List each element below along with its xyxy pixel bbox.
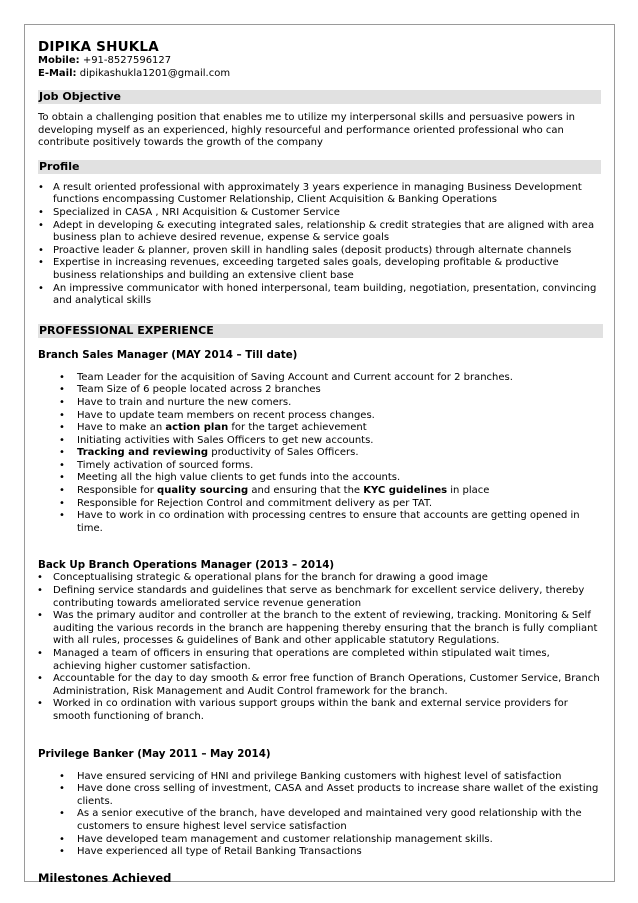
list-item: • As a senior executive of the branch, have developed and maintained very good relationship with the customers to ensure highest level service satisfaction bbox=[38, 808, 601, 833]
list-item: • Adept in developing & executing integrated sales, relationship & credit strategies that are aligned with area business plan to achieve desired revenue, expense & service goals bbox=[38, 220, 601, 245]
list-item: • Was the primary auditor and controller at the branch to the extent of reviewing, tracking. Monitoring & Self auditing the various records in the branch are happening thereby ensuring that the branch is fully compliant with all rules, processes & guidelines of Bank and other applicable statutory Regulations. bbox=[38, 610, 601, 648]
list-item: • Meeting all the high value clients to get funds into the accounts. bbox=[38, 472, 601, 485]
list-item: • Team Leader for the acquisition of Saving Account and Current account for 2 branches. bbox=[38, 372, 601, 385]
list-item: • Initiating activities with Sales Officers to get new accounts. bbox=[38, 435, 601, 448]
list-item: • Team Size of 6 people located across 2 branches bbox=[38, 384, 601, 397]
list-item: • Defining service standards and guidelines that serve as benchmark for excellent service delivery, thereby contributing towards ameliorated service revenue generation bbox=[38, 585, 601, 610]
list-item: • Have done cross selling of investment, CASA and Asset products to increase share wallet of the existing clients. bbox=[38, 783, 601, 808]
objective-text: To obtain a challenging position that enables me to utilize my interpersonal skills and persuasive powers in developing myself as an experienced, highly resourceful and performance oriented professional who can contribute positively towards the growth of the company bbox=[38, 112, 576, 149]
text-run-bold: Tracking and reviewing bbox=[77, 447, 209, 459]
list-item: • Have experienced all type of Retail Banking Transactions bbox=[38, 846, 601, 859]
job2-list bbox=[38, 572, 601, 723]
section-heading-milestones-achieved: Milestones Achieved bbox=[38, 870, 172, 885]
list-item: • Have to work in co ordination with processing centres to ensure that accounts are getting opened in time. bbox=[38, 510, 601, 535]
text-run-bold: KYC guidelines bbox=[363, 485, 448, 497]
list-item: • Expertise in increasing revenues, exceeding targeted sales goals, developing profitable & productive business relationships and building an extensive client base bbox=[38, 257, 601, 282]
list-item: • Have to train and nurture the new comers. bbox=[38, 397, 601, 410]
profile-list bbox=[38, 182, 601, 308]
list-item bbox=[38, 447, 601, 460]
text-run-bold: quality sourcing bbox=[157, 485, 249, 497]
list-item: • Timely activation of sourced forms. bbox=[38, 460, 601, 473]
list-item: • Conceptualising strategic & operational plans for the branch for drawing a good image bbox=[38, 572, 601, 585]
resume-document bbox=[38, 40, 601, 885]
text-run: and ensuring that the bbox=[248, 485, 364, 497]
list-item bbox=[38, 485, 601, 498]
job-title-branch-sales-manager: Branch Sales Manager (MAY 2014 – Till date) bbox=[38, 348, 298, 361]
list-item: • Have ensured servicing of HNI and privilege Banking customers with highest level of satisfaction bbox=[38, 771, 601, 784]
email-line bbox=[38, 68, 601, 81]
email-value: dipikashukla1201@gmail.com bbox=[79, 67, 231, 79]
section-heading-profile: Profile bbox=[38, 160, 601, 174]
list-item bbox=[38, 422, 601, 435]
job-title-backup-branch-operations-manager: Back Up Branch Operations Manager (2013 – 2014) bbox=[38, 559, 335, 572]
mobile-line bbox=[38, 55, 601, 68]
list-item: • An impressive communicator with honed interpersonal, team building, negotiation, presentation, convincing and analytical skills bbox=[38, 283, 601, 308]
list-item: • Have developed team management and customer relationship management skills. bbox=[38, 834, 601, 847]
text-run: in place bbox=[447, 485, 490, 497]
list-item: • Responsible for Rejection Control and commitment delivery as per TAT. bbox=[38, 498, 601, 511]
text-run: Have to make an bbox=[77, 422, 166, 434]
list-item: • Managed a team of officers in ensuring that operations are completed within stipulated wait times, achieving higher customer satisfaction. bbox=[38, 648, 601, 673]
section-heading-job-objective: Job Objective bbox=[38, 90, 601, 104]
job-title-privilege-banker: Privilege Banker (May 2011 – May 2014) bbox=[38, 747, 271, 760]
list-item: • Accountable for the day to day smooth & error free function of Branch Operations, Customer Service, Branch Administration, Risk Management and Audit Control framework for the branch. bbox=[38, 673, 601, 698]
text-run-bold: action plan bbox=[165, 422, 229, 434]
list-item: • Proactive leader & planner, proven skill in handling sales (deposit products) through alternate channels bbox=[38, 245, 601, 258]
list-item: • A result oriented professional with approximately 3 years experience in managing Business Development functions encompassing Customer Relationship, Client Acquisition & Banking Operations bbox=[38, 182, 601, 207]
text-run: for the target achievement bbox=[228, 422, 367, 434]
text-run: Responsible for bbox=[77, 485, 158, 497]
list-item: • Worked in co ordination with various support groups within the bank and external service providers for smooth functioning of branch. bbox=[38, 698, 601, 723]
mobile-label: Mobile: bbox=[38, 55, 80, 66]
email-label: E-Mail: bbox=[38, 67, 77, 79]
job3-list bbox=[38, 771, 601, 859]
text-run: productivity of Sales Officers. bbox=[208, 447, 359, 459]
list-item: • Have to update team members on recent process changes. bbox=[38, 410, 601, 423]
list-item: • Specialized in CASA , NRI Acquisition & Customer Service bbox=[38, 207, 601, 220]
candidate-name: DIPIKA SHUKLA bbox=[38, 39, 159, 55]
mobile-value: +91-8527596127 bbox=[82, 55, 172, 66]
job1-list bbox=[38, 372, 601, 536]
section-heading-professional-experience: PROFESSIONAL EXPERIENCE bbox=[38, 324, 603, 338]
